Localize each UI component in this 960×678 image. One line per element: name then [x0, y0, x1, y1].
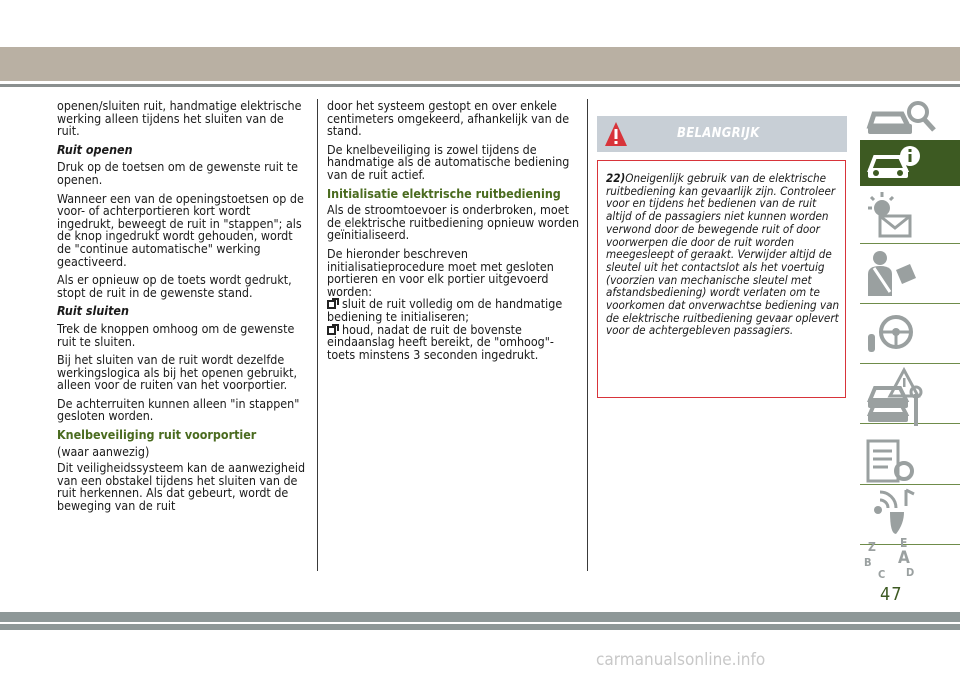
index-letter: A: [898, 548, 910, 568]
list-item: sluit de ruit volledig om de handmatige bediening te initialiseren;: [327, 296, 563, 324]
index-letter: D: [906, 566, 915, 579]
index-letter: C: [878, 568, 886, 581]
heading-initialisatie: Initialisatie elektrische ruitbediening: [327, 185, 561, 201]
tab-divider: [860, 243, 960, 244]
tab-safety[interactable]: [860, 246, 960, 304]
index-letter: Z: [868, 540, 876, 554]
heading-knelbeveiliging: Knelbeveiliging ruit voorportier: [57, 427, 257, 443]
tab-technical-data[interactable]: [860, 433, 960, 491]
car-info-icon: [860, 140, 960, 186]
tab-car-overview[interactable]: [860, 88, 960, 146]
paragraph: (waar aanwezig): [57, 443, 150, 459]
warning-light-message-icon: [860, 188, 960, 246]
car-search-icon: [860, 88, 960, 146]
list-item: houd, nadat de ruit de bovenste eindaanslag heeft bereikt, de "omhoog"-toets minstens 3 seconden ingedrukt.: [327, 321, 554, 362]
tab-divider: [860, 363, 960, 364]
header-rule: [0, 84, 960, 87]
paragraph: De achterruiten kunnen alleen "in stappen" gesloten worden.: [57, 395, 300, 424]
steering-wheel-key-icon: [860, 306, 960, 364]
warning-title: BELANGRIJK: [677, 126, 760, 141]
tab-index[interactable]: [860, 524, 960, 582]
warning-text: 22)Oneigenlijk gebruik van de elektrische ruitbediening kan gevaarlijk zijn. Controleer voor en tijdens het bedienen van de ruit altijd of de passagiers niet kunnen worden verwond door de bewegende ruit of door voorwerpen die door de ruit worden meegesleept of geraakt. Verwijder altijd de sleutel uit het contactslot als het voertuig (voorzien van mechanische sleutel met afstandsbediening) wordt verlaten om te voorkomen dat onverwachtse bediening van de elektrische ruitbediening gevaar oplevert voor de achtergebleven passagiers.: [606, 171, 840, 338]
heading-ruit-sluiten: Ruit sluiten: [57, 303, 129, 319]
paragraph: Trek de knoppen omhoog om de gewenste ruit te sluiten.: [57, 320, 295, 349]
paragraph: Wanneer een van de openingstoetsen op de voor- of achterportieren kort wordt ingedrukt, beweegt de ruit in "stappen"; als de knop ingedrukt wordt gehouden, wordt de "continue automatische" werking geactiveerd.: [57, 190, 304, 269]
text-column-middle: [327, 100, 580, 361]
warning-box: [597, 160, 846, 398]
column-divider: [587, 99, 588, 571]
paragraph: De knelbeveiliging is zowel tijdens de handmatige als de automatische bediening van de ruit actief.: [327, 141, 570, 182]
column-divider: [317, 99, 318, 571]
specs-gear-icon: [860, 433, 960, 491]
paragraph: Bij het sluiten van de ruit wordt dezelfde werkingslogica als bij het openen gebruikt, alleen voor de ruiten van het voorportier.: [57, 352, 297, 393]
checkbox-bullet-icon: [327, 326, 336, 335]
paragraph: door het systeem gestopt en over enkele centimeters omgekeerd, afhankelijk van de stand.: [327, 98, 570, 139]
paragraph: Dit veiligheidssysteem kan de aanwezigheid van een obstakel tijdens het sluiten van de ruit herkennen. Als dat gebeurt, wordt de beweging van de ruit: [57, 460, 306, 514]
tab-car-info[interactable]: [860, 140, 960, 186]
warning-header: [597, 116, 847, 152]
warning-triangle-icon: [603, 120, 629, 148]
paragraph: De hieronder beschreven initialisatieprocedure moet met gesloten portieren en voor elk portier uitgevoerd worden:: [327, 245, 554, 299]
tab-starting-driving[interactable]: [860, 306, 960, 364]
tab-divider: [860, 303, 960, 304]
paragraph: Als de stroomtoevoer is onderbroken, moet de elektrische ruitbediening opnieuw worden geïnitialiseerd.: [327, 202, 580, 243]
paragraph: openen/sluiten ruit, handmatige elektrische werking alleen tijdens het sluiten van de ruit.: [57, 98, 302, 139]
footer-band: [0, 624, 960, 630]
tab-lights-messages[interactable]: [860, 188, 960, 246]
watermark: carmanualsonline.info: [596, 650, 766, 670]
car-wrench-icon: [860, 380, 960, 438]
paragraph: Als er opnieuw op de toets wordt gedrukt, stopt de ruit in de gewenste stand.: [57, 272, 292, 300]
seatbelt-person-icon: [860, 246, 960, 304]
paragraph: Druk op de toetsen om de gewenste ruit te openen.: [57, 159, 298, 187]
page-number: 47: [880, 584, 903, 605]
heading-ruit-openen: Ruit openen: [57, 141, 133, 157]
text-column-left: [57, 100, 309, 519]
index-letter: E: [900, 536, 908, 550]
checkbox-bullet-icon: [327, 300, 336, 309]
tab-maintenance-visual: [860, 380, 960, 438]
header-band: [0, 47, 960, 81]
index-letter: B: [864, 556, 872, 569]
footer-band: [0, 612, 960, 622]
